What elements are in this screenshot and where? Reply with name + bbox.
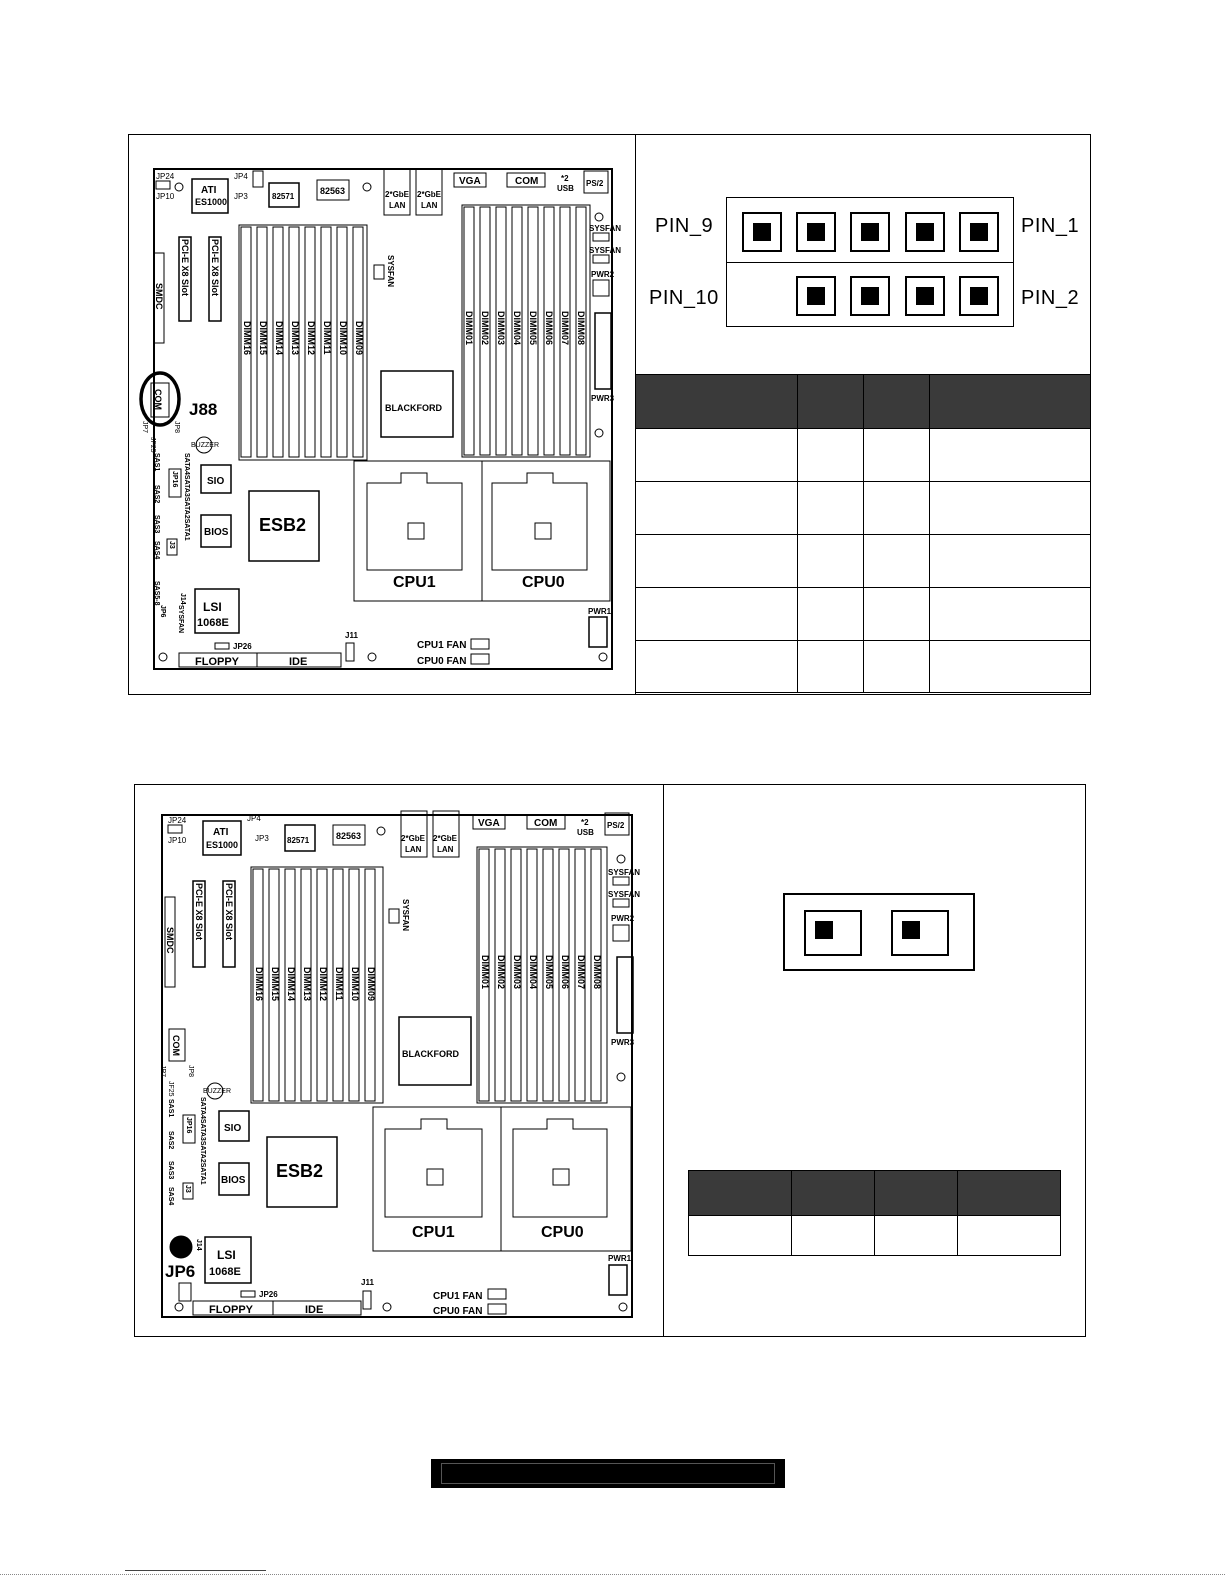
label-lsi: LSI [203,600,222,614]
dimm05: DIMM05 [528,311,538,346]
label-com-top: COM [515,176,539,187]
p2-label-pwr3: PWR3 [611,1038,635,1047]
bottom-link-line [125,1570,266,1571]
p2-label-pwr2: PWR2 [611,914,635,923]
p2-dimm16: DIMM16 [254,967,264,1002]
label-82563: 82563 [320,186,346,196]
pin-4 [905,276,945,316]
p2-label-bios: BIOS [221,1175,246,1186]
p2-label-sas2: SAS2 [167,1131,174,1150]
p2-label-j11: J11 [361,1278,374,1287]
dimm-group-right [462,205,590,457]
dimm14: DIMM14 [274,321,284,356]
label-sysfan-r1: SYSFAN [589,224,622,233]
p2-label-vga: VGA [478,818,500,829]
dimm04: DIMM04 [512,311,522,346]
j88-panel [128,134,1091,695]
dimm-group-left [239,225,367,460]
motherboard-diagram-2 [135,785,662,1335]
label-lan-1: LAN [389,201,406,210]
pin-8 [796,276,836,316]
p2-label-esb2: ESB2 [276,1161,324,1181]
label-sata: SATA4SATA3SATA2SATA1 [183,453,190,541]
p2-label-jp16: JP16 [185,1117,192,1134]
p2-dimm06: DIMM06 [560,955,570,990]
pin-5 [850,212,890,252]
jp6-pin-header [783,893,975,971]
pin-9 [742,212,782,252]
dimm12: DIMM12 [306,321,316,356]
p2-dimm-group-left [251,867,383,1103]
bottom-rule [0,1574,1225,1575]
pin-2 [959,276,999,316]
dimm16: DIMM16 [242,321,252,356]
label-lsi-2: 1068E [197,617,229,629]
jp6-panel [134,784,1086,1337]
p2-label-usb: USB [577,828,594,837]
dimm02: DIMM02 [480,311,490,346]
p2-label-lan-2: LAN [437,845,454,854]
label-sas3: SAS3 [153,515,160,534]
label-cpu0-fan: CPU0 FAN [417,656,467,667]
p2-label-smdc: SMDC [165,927,175,954]
p2-dimm-group-right [477,847,607,1103]
p2-dimm01: DIMM01 [480,955,490,990]
label-sas2: SAS2 [153,485,160,504]
label-82571: 82571 [272,192,295,201]
label-jp10: JP10 [156,192,175,201]
label-pwr1: PWR1 [588,607,612,616]
label-sysfan-mid: SYSFAN [386,255,395,288]
label-jp16: JP16 [171,471,178,488]
p2-label-pwr1: PWR1 [608,1254,632,1263]
label-jp8: JP8 [173,421,180,434]
p2-label-sysfan-mid: SYSFAN [401,899,410,932]
dimm06: DIMM06 [544,311,554,346]
p2-dimm05: DIMM05 [544,955,554,990]
p2-label-sysfan-r1: SYSFAN [608,868,641,877]
p2-dimm03: DIMM03 [512,955,522,990]
table-row [636,641,1091,693]
label-usb-count: *2 [561,174,569,183]
dimm13: DIMM13 [290,321,300,356]
p2-label-sas1: SAS1 [167,1099,174,1118]
label-usb: USB [557,184,574,193]
p2-dimm10: DIMM10 [350,967,360,1002]
jp6-pin-table [688,1170,1061,1256]
p2-label-pcie-1: PCI-E X8 Slot [194,883,204,941]
p2-label-jp10: JP10 [168,836,187,845]
dimm07: DIMM07 [560,311,570,346]
p2-label-j14: J14 [195,1239,202,1251]
p2-label-cpu0-fan: CPU0 FAN [433,1306,483,1317]
p2-dimm13: DIMM13 [302,967,312,1002]
table-row [636,588,1091,641]
table-row [636,535,1091,588]
p2-label-jp8: JP8 [187,1065,194,1078]
p2-label-com-vert: COM [171,1035,181,1056]
label-smdc: SMDC [154,283,164,310]
p2-label-82563: 82563 [336,831,362,841]
p2-label-pcie-2: PCI-E X8 Slot [224,883,234,941]
p2-dimm07: DIMM07 [576,955,586,990]
label-jp3: JP3 [234,192,248,201]
p2-label-sysfan-r2: SYSFAN [608,890,641,899]
table-row [689,1216,1061,1256]
p2-label-es1000: ES1000 [206,840,239,850]
p2-label-jp3: JP3 [255,834,269,843]
pin-3 [905,212,945,252]
label-ati: ATI [201,185,217,196]
label-pcie-2: PCI-E X8 Slot [210,239,220,297]
label-cpu1: CPU1 [393,574,436,591]
p2-label-ps2: PS/2 [607,821,625,830]
label-pwr2: PWR2 [591,270,615,279]
p2-label-cpu1: CPU1 [412,1224,455,1241]
label-jp6-small: JP6 [159,605,166,618]
panel2-divider [663,785,664,1336]
label-cpu1-fan: CPU1 FAN [417,640,467,651]
p2-label-ide: IDE [305,1304,324,1316]
label-es1000: ES1000 [195,197,228,207]
p2-dimm12: DIMM12 [318,967,328,1002]
dimm15: DIMM15 [258,321,268,356]
p2-dimm15: DIMM15 [270,967,280,1002]
table-row [636,429,1091,482]
motherboard-diagram-1 [129,135,634,693]
jp6-highlight-circle [171,1237,191,1257]
p2-dimm02: DIMM02 [496,955,506,990]
label-pwr3: PWR3 [591,394,615,403]
label-bios: BIOS [204,527,229,538]
p2-label-82571: 82571 [287,836,310,845]
p2-label-cpu0: CPU0 [541,1224,584,1241]
jp6-pin-1 [804,910,862,956]
label-jp24: JP24 [156,172,175,181]
label-cpu0: CPU0 [522,574,565,591]
label-sysfan-r2: SYSFAN [589,246,622,255]
p2-label-sas3: SAS3 [167,1161,174,1180]
table-header-row [689,1171,1061,1216]
p2-label-lan-1: LAN [405,845,422,854]
label-com-vert: COM [153,389,163,410]
pin1-label: PIN_1 [1021,215,1080,237]
p2-label-sata: SATA4SATA3SATA2SATA1 [199,1097,206,1185]
page-footer-bar [431,1459,785,1488]
pin-1 [959,212,999,252]
p2-label-gbe-2: 2*GbE [433,834,458,843]
p2-label-blackford: BLACKFORD [402,1049,459,1059]
label-gbe-2: 2*GbE [417,190,442,199]
label-j11: J11 [345,631,358,640]
j88-pin-table [635,374,1091,693]
p2-label-jp4: JP4 [247,814,261,823]
label-floppy: FLOPPY [195,656,240,668]
jp6-pin-2 [891,910,949,956]
p2-label-jf25: JF25 [167,1081,174,1097]
p2-dimm09: DIMM09 [366,967,376,1002]
label-sas4: SAS4 [153,541,160,560]
label-sio: SIO [207,476,225,487]
dimm10: DIMM10 [338,321,348,356]
label-jp4: JP4 [234,172,248,181]
p2-label-sas4: SAS4 [167,1187,174,1206]
p2-label-j3: J3 [184,1185,191,1193]
p2-label-cpu1-fan: CPU1 FAN [433,1291,483,1302]
label-pcie-1: PCI-E X8 Slot [180,239,190,297]
j88-pin-header [726,197,1014,327]
p2-label-usb-count: *2 [581,818,589,827]
p2-label-floppy: FLOPPY [209,1304,254,1316]
p2-label-com-top: COM [534,818,558,829]
label-sysfan-left: SYSFAN [177,605,184,634]
p2-label-lsi: LSI [217,1248,236,1262]
label-lan-2: LAN [421,201,438,210]
label-j3: J3 [168,541,175,549]
p2-label-ati: ATI [213,827,229,838]
p2-label-sio: SIO [224,1123,242,1134]
table-row [636,482,1091,535]
label-buzzer: BUZZER [191,442,219,449]
label-sas1: SAS1 [153,453,160,472]
p2-dimm08: DIMM08 [592,955,602,990]
dimm08: DIMM08 [576,311,586,346]
pin9-label: PIN_9 [655,215,714,237]
p2-label-jp24: JP24 [168,816,187,825]
p2-label-gbe-1: 2*GbE [401,834,426,843]
dimm09: DIMM09 [354,321,364,356]
p2-label-jp26: JP26 [259,1290,278,1299]
dimm01: DIMM01 [464,311,474,346]
label-ps2: PS/2 [586,179,604,188]
label-vga: VGA [459,176,481,187]
label-sas58: SAS5-8 [153,581,160,606]
table-header-row [636,375,1091,429]
pin-7 [796,212,836,252]
callout-jp6: JP6 [165,1262,196,1281]
label-jp7: JP7 [141,421,148,434]
pin-6 [850,276,890,316]
callout-j88: J88 [189,400,218,419]
label-j14: J14 [179,593,186,605]
dimm11: DIMM11 [322,321,332,355]
p2-dimm11: DIMM11 [334,967,344,1001]
p2-dimm14: DIMM14 [286,967,296,1002]
label-esb2: ESB2 [259,515,307,535]
pin10-label: PIN_10 [649,287,719,309]
p2-label-jp7: JP7 [159,1065,166,1078]
label-jp26: JP26 [233,642,252,651]
pin2-label: PIN_2 [1021,287,1080,309]
p2-dimm04: DIMM04 [528,955,538,990]
p2-label-buzzer: BUZZER [203,1088,231,1095]
label-ide: IDE [289,656,308,668]
label-gbe-1: 2*GbE [385,190,410,199]
label-jf25: JF25 [149,437,156,453]
p2-label-lsi-2: 1068E [209,1266,241,1278]
label-blackford: BLACKFORD [385,403,442,413]
dimm03: DIMM03 [496,311,506,346]
